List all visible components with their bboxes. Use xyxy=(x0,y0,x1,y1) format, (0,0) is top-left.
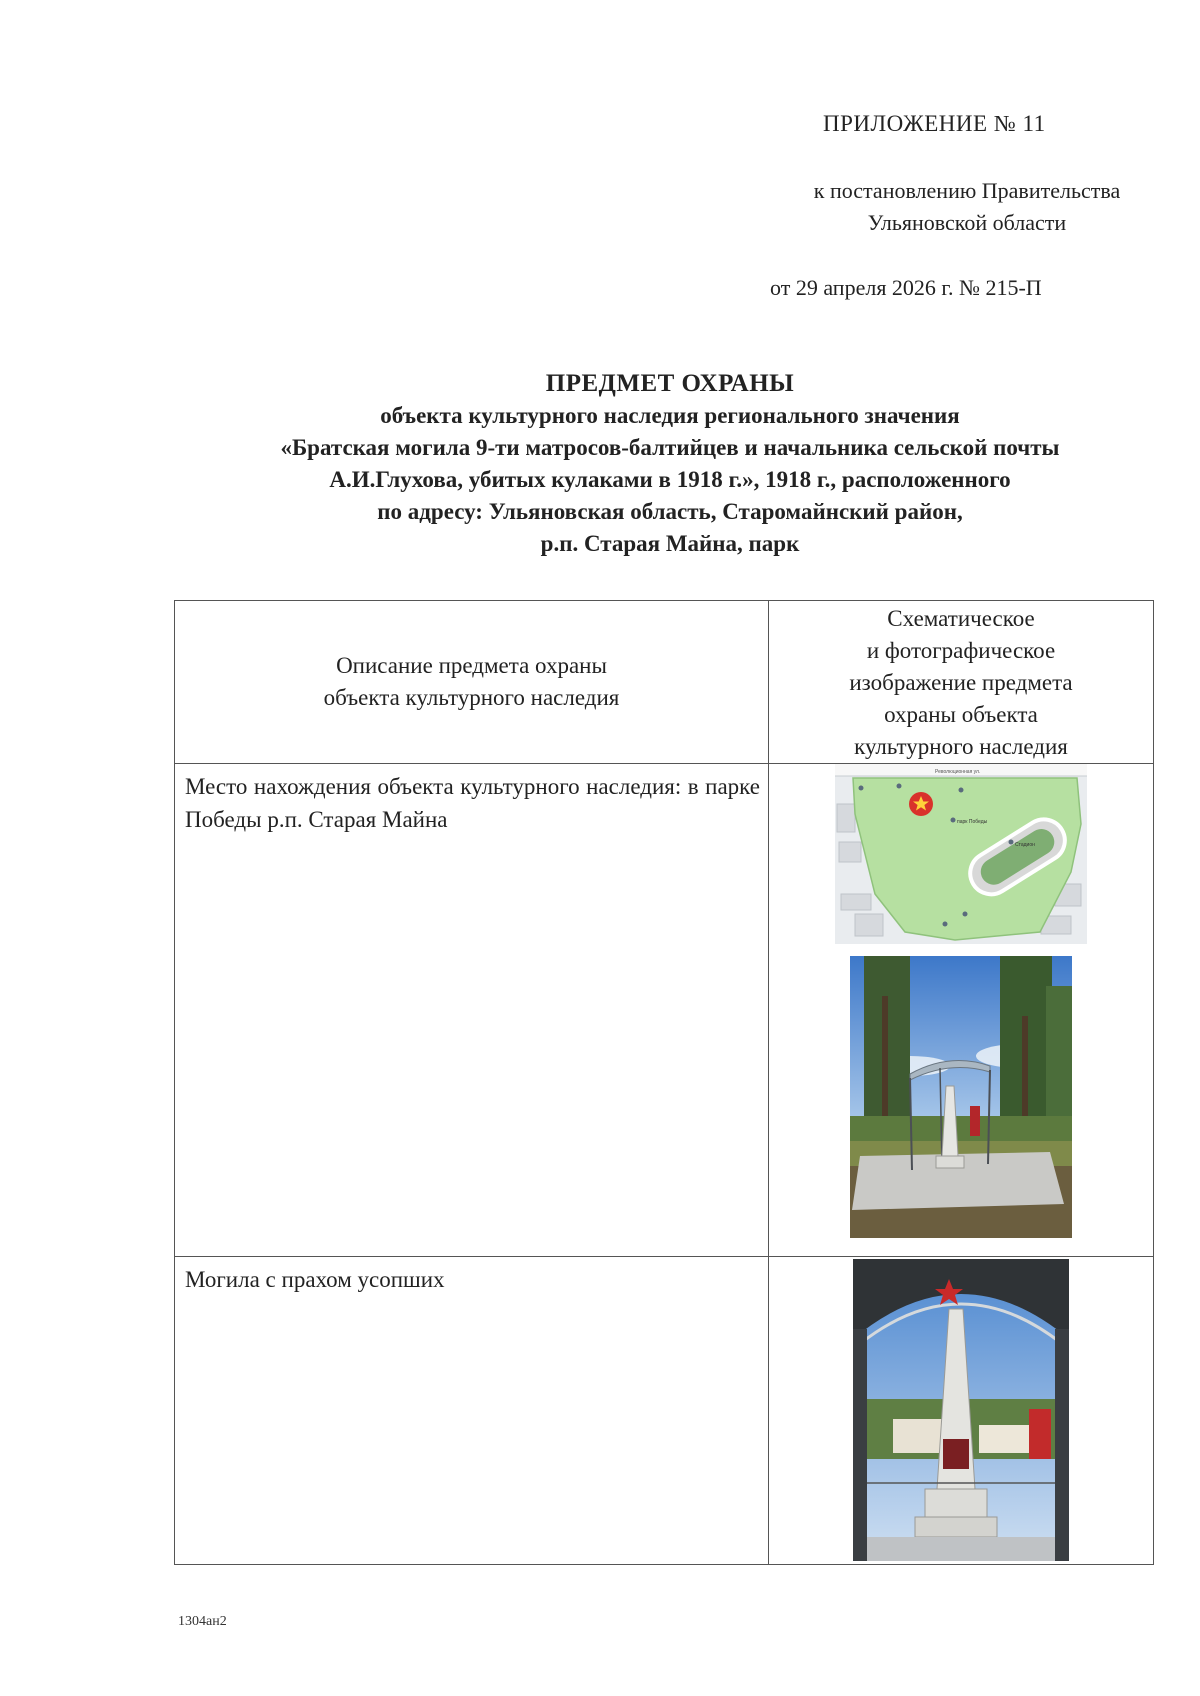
header-description xyxy=(175,601,769,764)
appendix-date: от 29 апреля 2026 г. № 215-П xyxy=(770,275,1042,300)
header-images-line4: охраны объекта xyxy=(884,702,1038,727)
monument-park-photo xyxy=(850,956,1072,1238)
header-images-line1: Схематическое xyxy=(887,606,1035,631)
appendix-number: ПРИЛОЖЕНИЕ № 11 xyxy=(823,111,1046,136)
title-line-4: А.И.Глухова, убитых кулаками в 1918 г.», 1918 г., расположенного xyxy=(329,467,1011,492)
title-line-1: ПРЕДМЕТ ОХРАНЫ xyxy=(545,370,795,397)
document-title xyxy=(130,368,1200,560)
grave-description: Могила с прахом усопших xyxy=(175,1257,769,1565)
grave-monument-photo xyxy=(853,1259,1069,1561)
location-map-image xyxy=(835,764,1087,944)
grave-images xyxy=(769,1257,1154,1565)
footer-document-code: 1304ан2 xyxy=(178,1614,227,1629)
location-description: Место нахождения объекта культурного наследия: в парке Победы р.п. Старая Майна xyxy=(175,764,769,1257)
map-park-label: парк Победы xyxy=(957,819,988,825)
header-description-line2: объекта культурного наследия xyxy=(323,685,620,710)
appendix-reference xyxy=(757,175,1177,239)
appendix-reference-line2: Ульяновской области xyxy=(867,210,1067,235)
table-header-row xyxy=(175,601,1154,764)
title-line-6: р.п. Старая Майна, парк xyxy=(540,531,800,556)
title-line-2: объекта культурного наследия регионального значения xyxy=(380,403,960,428)
table-row xyxy=(175,764,1154,1257)
title-line-5: по адресу: Ульяновская область, Старомайнский район, xyxy=(377,499,963,524)
map-street-label: Революционная ул. xyxy=(935,769,981,775)
protection-subject-table xyxy=(174,600,1154,1565)
map-stadium-label: Стадион xyxy=(1015,842,1035,848)
header-images xyxy=(769,601,1154,764)
header-images-line2: и фотографическое xyxy=(866,638,1056,663)
table-row xyxy=(175,1257,1154,1565)
appendix-reference-line1: к постановлению Правительства xyxy=(813,178,1121,203)
title-line-3: «Братская могила 9-ти матросов-балтийцев и начальника сельской почты xyxy=(280,435,1060,460)
header-images-line5: культурного наследия xyxy=(854,734,1068,759)
header-description-line1: Описание предмета охраны xyxy=(336,653,607,678)
header-images-line3: изображение предмета xyxy=(849,670,1073,695)
location-images xyxy=(769,764,1154,1257)
